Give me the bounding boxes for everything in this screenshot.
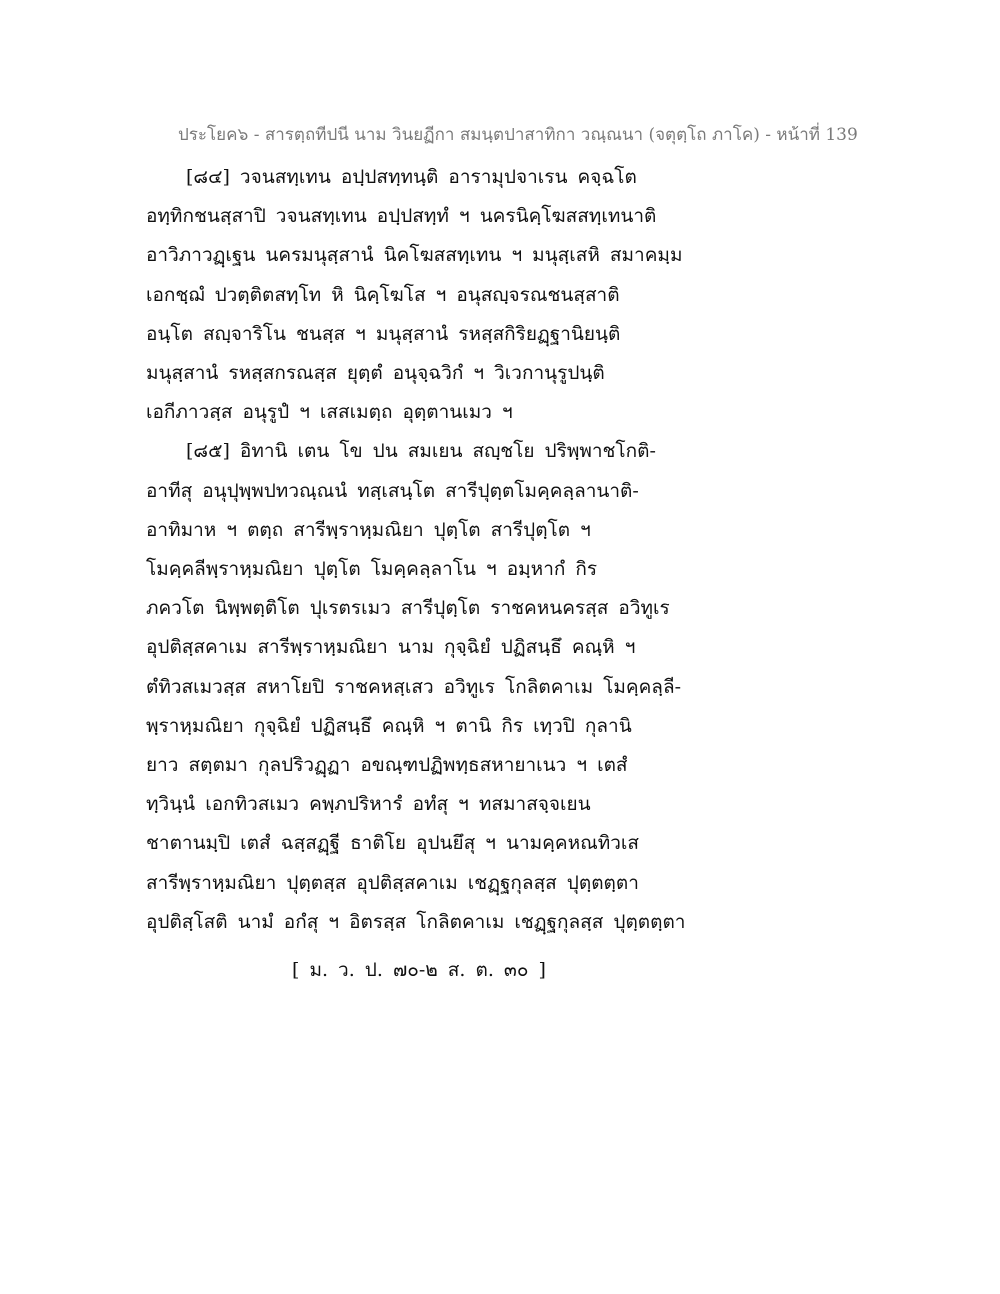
text-line: อาทิมาห ฯ ตตฺถ สารีพฺราหฺมณิยา ปุตฺโต สารีปุตฺโต ฯ (146, 518, 591, 541)
text-line: พฺราหฺมณิยา กุจฺฉิยํ ปฏิสนฺธึ คณฺหิ ฯ ตานิ กิร เทฺวปิ กุลานิ (146, 714, 632, 737)
text-line: ทฺวินฺนํ เอกทิวสเมว คพฺภปริหารํ อทํสุ ฯ ทสมาสจฺจเยน (146, 793, 591, 816)
paragraph-84-line: [๘๔] วจนสทฺเทน อปฺปสทฺทนฺติ อารามุปจาเรน คจฺฉโต (186, 166, 637, 188)
text-line: ยาว สตฺตมา กุลปริวฏฺฏา อขณฺฑปฏิพทฺธสหายาเนว ฯ เตสํ (146, 754, 628, 777)
text-line: เอกีภาวสฺส อนุรูปํ ฯ เสสเมตฺถ อุตฺตานเมว ฯ (146, 401, 513, 424)
paragraph-85-line: [๘๕] อิทานิ เตน โข ปน สมเยน สญฺชโย ปริพฺพาชโกติ- (186, 440, 656, 463)
text-line: อาวิภาวฏฺเฐน นครมนุสฺสานํ นิคโฆสสทฺเทน ฯ มนุสฺเสหิ สมาคมฺม (146, 244, 683, 267)
text-line: อทฺทิกชนสฺสาปิ วจนสทฺเทน อปฺปสทฺทํ ฯ นครนิคฺโฆสสทฺเทนาติ (146, 205, 657, 228)
text-line: อุปติสฺโสติ นามํ อกํสุ ฯ อิตรสฺส โกลิตคาเม เชฏฺฐกุลสฺส ปุตฺตตฺตา (146, 910, 686, 933)
text-line: อนฺโต สญฺจาริโน ชนสฺส ฯ มนุสฺสานํ รหสฺสกิริยฏฺฐานิยนฺติ (146, 322, 621, 345)
text-line: อาทีสุ อนุปุพฺพปทวณฺณนํ ทสฺเสนฺโต สารีปุตฺตโมคฺคลฺลานาติ- (146, 479, 639, 502)
running-header: ประโยค๖ - สารตฺถทีปนี นาม วินยฏีกา สมนฺตปาสาทิกา วณฺณนา (จตุตฺโถ ภาโค) - หน้าที่ 139 (178, 125, 858, 145)
text-line: ตํทิวสเมวสฺส สหาโยปิ ราชคหสฺเสว อวิทูเร โกลิตคาเม โมคฺคลฺลี- (146, 675, 682, 698)
citation-reference: [ ม. ว. ป. ๗๐-๒ ส. ต. ๓๐ ] (292, 959, 546, 981)
text-line: อุปติสฺสคาเม สารีพฺราหฺมณิยา นาม กุจฺฉิยํ ปฏิสนฺธึ คณฺหิ ฯ (146, 636, 636, 659)
text-line: เอกชฺฌํ ปวตฺติตสทฺโท หิ นิคฺโฆโส ฯ อนุสญฺจรณชนสฺสาติ (146, 283, 620, 306)
text-line: มนุสฺสานํ รหสฺสกรณสฺส ยุตฺตํ อนุจฺฉวิกํ ฯ วิเวกานุรูปนฺติ (146, 362, 605, 385)
text-line: ภควโต นิพฺพตฺติโต ปุเรตรเมว สารีปุตฺโต ราชคหนครสฺส อวิทูเร (146, 597, 670, 620)
text-line: สารีพฺราหฺมณิยา ปุตฺตสฺส อุปติสฺสคาเม เชฏฺฐกุลสฺส ปุตฺตตฺตา (146, 871, 639, 894)
body-text (146, 158, 706, 942)
text-line: ชาตานมฺปิ เตสํ ฉสฺสฏฺฐี ธาติโย อุปนยึสุ ฯ นามคฺคหณทิวเส (146, 832, 640, 855)
text-line: โมคฺคลีพฺราหฺมณิยา ปุตฺโต โมคฺคลฺลาโน ฯ อมฺหากํ กิร (146, 558, 598, 581)
